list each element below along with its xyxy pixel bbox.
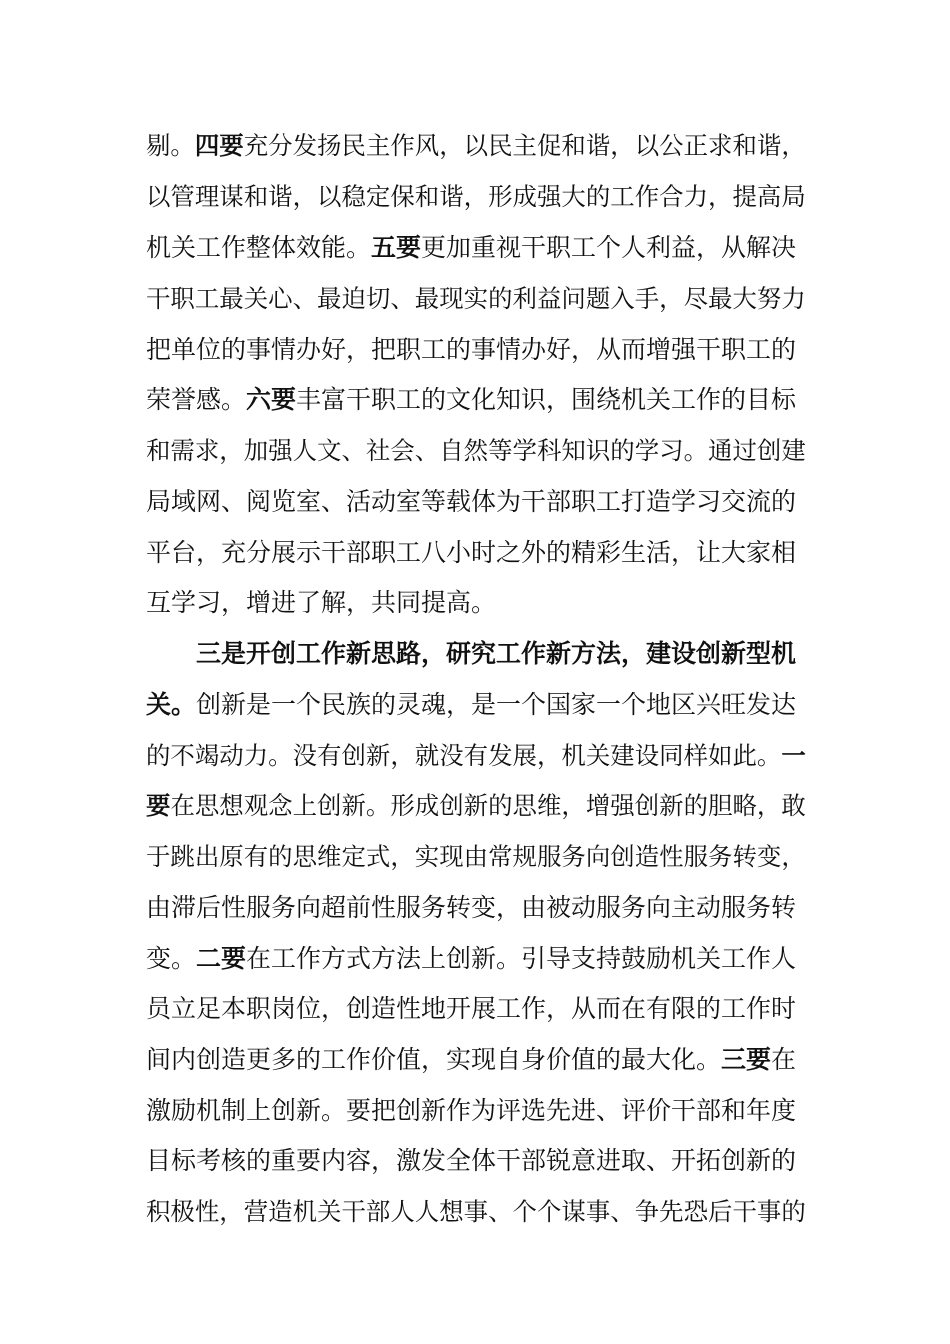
text-line [146, 177, 806, 217]
text-line [146, 1192, 806, 1232]
text-line [146, 786, 806, 826]
bold-text-run: 二要 [196, 944, 247, 973]
text-run: 在思想观念上创新。形成创新的思维，增强创新的胆略，敢 [170, 791, 806, 820]
text-run: 在 [771, 1045, 797, 1074]
text-line [146, 736, 806, 776]
text-run: 在工作方式方法上创新。引导支持鼓励机关工作人 [246, 944, 797, 973]
text-run: 机关工作整体效能。 [146, 233, 372, 262]
text-run: 创新是一个民族的灵魂，是一个国家一个地区兴旺发达 [196, 690, 797, 719]
text-run: 更加重视干职工个人利益，从解决 [421, 233, 797, 262]
text-line [146, 583, 496, 623]
bold-text-run: 四要 [194, 131, 244, 160]
text-run: 干职工最关心、最迫切、最现实的利益问题入手，尽最大努力 [146, 284, 806, 313]
text-line [146, 482, 796, 522]
text-run: 由滞后性服务向超前性服务转变，由被动服务向主动服务转 [146, 893, 797, 922]
text-line [146, 1040, 796, 1080]
text-line [146, 330, 796, 370]
text-run: 目标考核的重要内容，激发全体干部锐意进取、开拓创新的 [146, 1146, 797, 1175]
bold-text-run: 五要 [371, 233, 422, 262]
bold-text-run: 关。 [146, 690, 197, 719]
bold-text-run: 三要 [721, 1045, 772, 1074]
text-run: 互学习，增进了解，共同提高。 [146, 588, 497, 617]
text-run: 充分发扬民主作风，以民主促和谐，以公正求和谐， [243, 131, 806, 160]
text-line [146, 837, 806, 877]
text-run: 以管理谋和谐，以稳定保和谐，形成强大的工作合力，提高局 [146, 182, 806, 211]
bold-text-run: 要 [146, 791, 171, 820]
bold-text-run: 一 [781, 741, 806, 770]
bold-text-run: 六要 [246, 385, 297, 414]
text-run: 局域网、阅览室、活动室等载体为干部职工打造学习交流的 [146, 487, 797, 516]
text-line [146, 888, 796, 928]
text-line [146, 126, 806, 166]
bold-text-run: 三是开创工作新思路，研究工作新方法，建设创新型机 [196, 639, 797, 668]
text-line [146, 1141, 796, 1181]
text-run: 积极性，营造机关干部人人想事、个个谋事、争先恐后干事的 [146, 1197, 806, 1226]
text-run: 把单位的事情办好，把职工的事情办好，从而增强干职工的 [146, 335, 797, 364]
section-heading-line [196, 634, 796, 674]
text-run: 的不竭动力。没有创新，就没有发展，机关建设同样如此。 [146, 741, 782, 770]
text-run: 变。 [146, 944, 197, 973]
text-line [146, 380, 796, 420]
text-run: 员立足本职岗位，创造性地开展工作，从而在有限的工作时 [146, 994, 797, 1023]
text-line [146, 431, 806, 471]
text-line [146, 989, 796, 1029]
text-line [146, 1091, 796, 1131]
text-line [146, 228, 796, 268]
text-line [146, 279, 806, 319]
text-line [146, 939, 796, 979]
text-run: 激励机制上创新。要把创新作为评选先进、评价干部和年度 [146, 1096, 797, 1125]
text-run: 剔。 [146, 131, 195, 160]
text-line [146, 685, 796, 725]
text-run: 间内创造更多的工作价值，实现自身价值的最大化。 [146, 1045, 722, 1074]
text-run: 平台，充分展示干部职工八小时之外的精彩生活，让大家相 [146, 538, 797, 567]
text-line [146, 533, 796, 573]
text-run: 和需求，加强人文、社会、自然等学科知识的学习。通过创建 [146, 436, 806, 465]
text-run: 于跳出原有的思维定式，实现由常规服务向创造性服务转变， [146, 842, 806, 871]
text-run: 丰富干职工的文化知识，围绕机关工作的目标 [296, 385, 797, 414]
text-run: 荣誉感。 [146, 385, 247, 414]
